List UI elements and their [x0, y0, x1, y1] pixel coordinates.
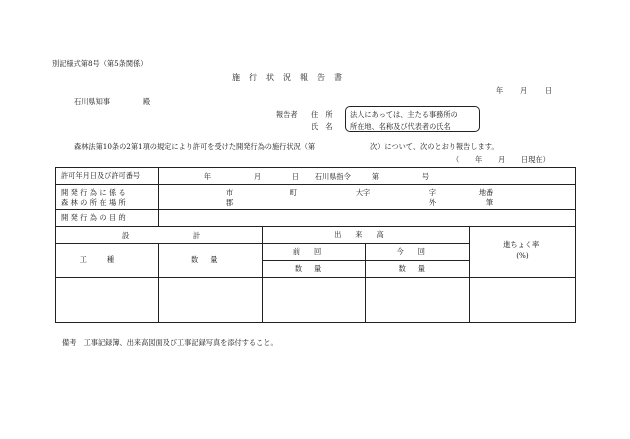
- location-label-line1: 開発行為に係る: [61, 188, 129, 197]
- design-header: [56, 227, 263, 244]
- date-day: 日: [545, 86, 553, 95]
- form-label: 別記様式第8号（第5条関係）: [52, 59, 148, 68]
- reporter-label: 報告者: [276, 110, 298, 119]
- entry-work-type[interactable]: [56, 278, 159, 323]
- corporate-note-line2: 所在地、名称及び代表者の氏名: [350, 122, 451, 131]
- entry-progress-rate[interactable]: [470, 278, 576, 323]
- address-label: 住 所: [311, 110, 333, 119]
- loc-aza: 字: [428, 188, 437, 197]
- asof-suffix: 日現在）: [521, 155, 550, 164]
- report-table: [55, 167, 576, 323]
- location-value-cell[interactable]: [158, 185, 575, 210]
- asof-year: 年: [475, 155, 483, 164]
- quantity-header: 数量: [158, 244, 262, 278]
- location-row: [56, 185, 576, 210]
- footer-note: 備考 工事記録簿、出来高図面及び工事記録写真を添付すること。: [62, 338, 278, 347]
- date-year: 年: [496, 86, 504, 95]
- entry-row: [56, 278, 576, 323]
- asof-month: 月: [498, 155, 506, 164]
- permit-row: [56, 168, 576, 185]
- current-quantity-header: 数量: [366, 261, 470, 278]
- loc-soto: 外: [428, 198, 437, 207]
- permit-year: 年: [203, 172, 212, 181]
- permit-no-suffix: 号: [421, 172, 430, 181]
- entry-previous-quantity[interactable]: [262, 278, 366, 323]
- permit-value-cell[interactable]: [158, 168, 575, 185]
- purpose-label: 開発行為の目的: [56, 210, 159, 227]
- current-header: 今回: [366, 244, 470, 261]
- permit-pref: 石川県指令: [314, 172, 351, 181]
- entry-quantity[interactable]: [158, 278, 262, 323]
- loc-hitsu: 筆: [485, 198, 494, 207]
- purpose-row: [56, 210, 576, 227]
- previous-header: 前回: [262, 244, 366, 261]
- permit-label: 許可年月日及び許可番号: [56, 168, 159, 185]
- statement-part1: 森林法第10条の2第1項の規定により許可を受けた開発行為の施行状況（第: [74, 142, 316, 151]
- permit-month: 月: [253, 172, 262, 181]
- addressee: 石川県知事: [74, 97, 110, 106]
- statement-part2: 次）について、次のとおり報告します。: [370, 142, 499, 151]
- honorific: 殿: [143, 97, 151, 106]
- permit-day: 日: [291, 172, 300, 181]
- progress-header: 出来高: [262, 227, 470, 244]
- permit-no-prefix: 第: [371, 172, 380, 181]
- location-label-line2: 森林の所在場所: [61, 198, 129, 207]
- form-title: 施行状況報告書: [232, 73, 351, 82]
- asof-open: （: [452, 155, 460, 164]
- rate-header: 進ちょく率: [503, 240, 540, 249]
- location-label: [56, 185, 159, 210]
- work-type-header: 工種: [56, 244, 159, 278]
- rate-unit: (%): [516, 251, 529, 260]
- loc-banchi: 地番: [478, 188, 494, 197]
- loc-town: 町: [289, 188, 298, 197]
- loc-city: 市: [225, 188, 234, 197]
- section-header-row: [56, 227, 576, 244]
- entry-current-quantity[interactable]: [366, 278, 470, 323]
- design-header-b: 計: [193, 231, 201, 240]
- previous-quantity-header: 数量: [262, 261, 366, 278]
- purpose-value-cell[interactable]: [158, 210, 575, 227]
- rate-header-cell: [470, 227, 576, 278]
- design-header-a: 設: [122, 231, 130, 240]
- corporate-note-line1: 法人にあっては、主たる事務所の: [350, 110, 458, 119]
- loc-oaza: 大字: [355, 188, 371, 197]
- loc-gun: 郡: [225, 198, 234, 207]
- date-month: 月: [520, 86, 528, 95]
- name-label: 氏 名: [311, 122, 333, 131]
